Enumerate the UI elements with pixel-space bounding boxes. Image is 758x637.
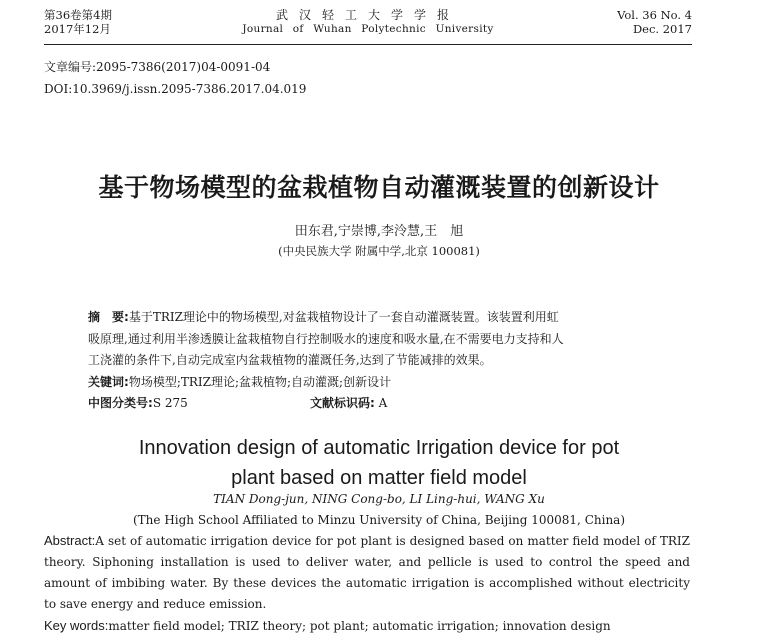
article-meta (44, 56, 306, 100)
date-en: Dec. 2017 (632, 22, 692, 36)
header-center (44, 8, 692, 36)
abstract-cn-line: 吸原理,通过利用半渗透膜让盆栽植物自行控制吸水的速度和吸水量,在不需要电力支持和人 (88, 331, 564, 346)
abstract-cn-label: 摘 要: (88, 310, 129, 324)
abstract-en (44, 530, 690, 637)
abstract-cn (88, 307, 660, 415)
article-number: 文章编号:2095-7386(2017)04-0091-04 (44, 60, 271, 74)
title-en-line-1: Innovation design of automatic Irrigation device for pot (138, 437, 620, 459)
affiliation-en: (The High School Affiliated to Minzu University of China, Beijing 100081, China) (132, 513, 626, 527)
volume-issue-en: Vol. 36 No. 4 (617, 8, 692, 22)
abstract-en-paragraph (44, 530, 690, 615)
title-en-line-2: plant based on matter field model (231, 467, 527, 489)
journal-name-en: Journal of Wuhan Polytechnic University (242, 23, 494, 35)
volume-issue-cn: 第36卷第4期 (44, 8, 112, 22)
document-code (310, 393, 387, 415)
doc-code-label: 文献标识码: (310, 396, 375, 410)
classification-row (88, 393, 660, 415)
paper-title-cn: 基于物场模型的盆栽植物自动灌溉装置的创新设计 (98, 173, 660, 202)
abstract-cn-text: 基于TRIZ理论中的物场模型,对盆栽植物设计了一套自动灌溉装置。该装置利用虹 (128, 310, 559, 324)
doc-code-value: A (378, 396, 388, 410)
journal-header (44, 8, 692, 45)
abstract-en-label: Abstract: (44, 533, 96, 548)
abstract-en-text: A set of automatic irrigation device for pot plant is designed based on matter field model of TRIZ theory. Siphoning installation is used to deliver water, and pellicle is used to control the speed and amount of imbibing water. By these devices the automatic irrigation is accomplished without electricity to save energy and reduce emission. (44, 534, 690, 611)
abstract-cn-line (88, 307, 660, 329)
keywords-cn-text: 物场模型;TRIZ理论;盆栽植物;自动灌溉;创新设计 (128, 374, 392, 389)
journal-name-cn: 武汉轻工大学学报 (275, 8, 460, 22)
date-cn: 2017年12月 (44, 22, 111, 36)
clc-label: 中图分类号: (88, 396, 153, 410)
doi: DOI:10.3969/j.issn.2095-7386.2017.04.019 (44, 82, 307, 96)
authors-cn: 田东君,宁崇博,李泠慧,王 旭 (294, 224, 464, 239)
keywords-en-text: matter field model; TRIZ theory; pot plant; automatic irrigation; innovation design (108, 619, 611, 633)
keywords-en-label: Key words: (44, 618, 109, 633)
keywords-cn (88, 372, 660, 394)
keywords-en (44, 615, 690, 637)
abstract-cn-line: 工浇灌的条件下,自动完成室内盆栽植物的灌溉任务,达到了节能减排的效果。 (88, 353, 492, 367)
keywords-cn-label: 关键词: (88, 374, 129, 389)
clc-value: S 275 (152, 396, 188, 410)
paper-title-en (0, 433, 758, 493)
authors-en: TIAN Dong-jun, NING Cong-bo, LI Ling-hui, WANG Xu (213, 492, 545, 506)
affiliation-cn: (中央民族大学 附属中学,北京 100081) (278, 244, 480, 258)
header-right (617, 8, 692, 36)
